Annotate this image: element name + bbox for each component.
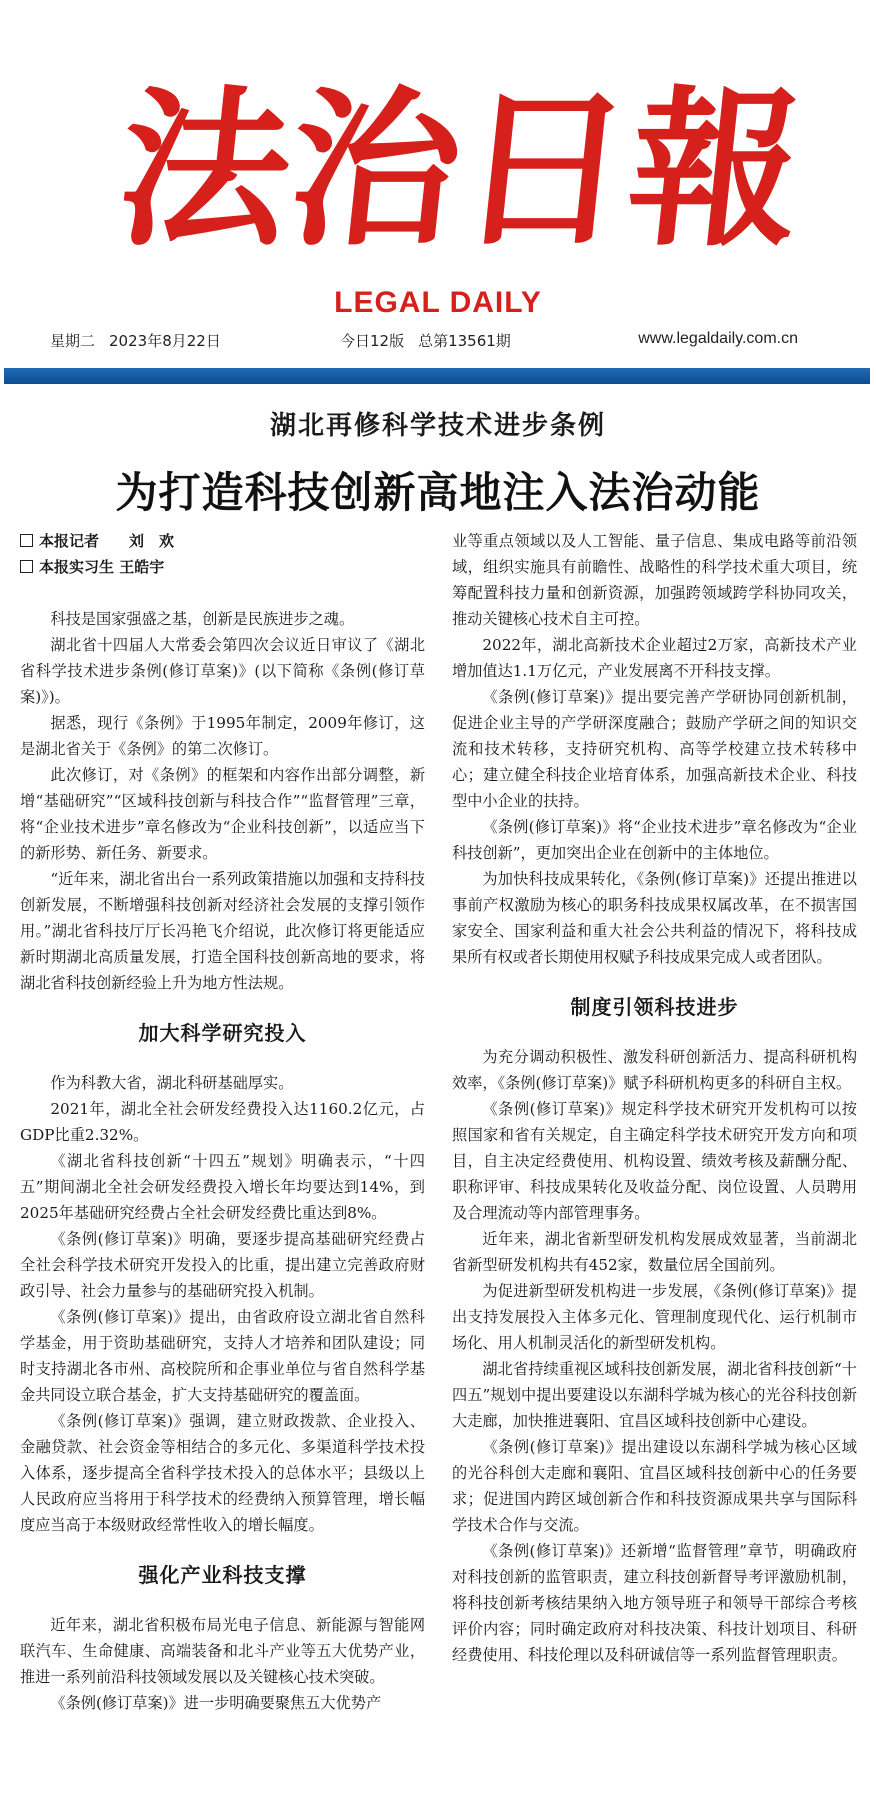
paragraph: 《条例(修订草案)》还新增“监督管理”章节，明确政府对科技创新的监管职责，建立科技创新督导考评激励机制，将科技创新考核结果纳入地方领导班子和领导干部综合考核评价内容；同时确定政府对科技决策、科技计划项目、科研经费使用、科技伦理以及科研诚信等一系列监督管理职责。 [452,1542,857,1664]
logo-english: LEGAL DAILY [334,286,542,319]
paragraph: 据悉，现行《条例》于1995年制定，2009年修订，这是湖北省关于《条例》的第二次修订。 [20,714,425,758]
paragraph: 为加快科技成果转化，《条例(修订草案)》还提出推进以事前产权激励为核心的职务科技成果权属改革，在不损害国家安全、国家利益和重大社会公共利益的情况下，将科技成果所有权或者长期使用权赋予科技成果完成人或者团队。 [452,870,857,966]
weekday: 星期二 [50,332,96,350]
square-bullet-icon [20,560,33,573]
paragraph: 2022年，湖北高新技术企业超过2万家，高新技术产业增加值达1.1万亿元，产业发展离不开科技支撑。 [452,636,857,680]
article-subtitle: 湖北再修科学技术进步条例 [269,411,606,441]
dateline [0,330,876,354]
left-column [20,528,425,1716]
logo-char-4: 報 [619,70,811,270]
right-column [452,528,857,1668]
section-title-industry: 强化产业科技支撑 [138,1563,307,1587]
logo-char-1: 法 [109,70,301,270]
paragraph: 为促进新型研发机构进一步发展，《条例(修订草案)》提出支持发展投入主体多元化、管理制度现代化、运行机制市场化、用人机制灵活化的新型研发机构。 [452,1282,857,1352]
website-url: www.legaldaily.com.cn [638,330,798,347]
paragraph: 《湖北省科技创新“十四五”规划》明确表示，“十四五”期间湖北全社会研发经费投入增长年均要达到14%，到2025年基础研究经费占全社会研发经费比重达到8%。 [20,1152,425,1222]
paragraph: 此次修订，对《条例》的框架和内容作出部分调整，新增“基础研究”“区域科技创新与科技合作”“监督管理”三章，将“企业技术进步”章名修改为“企业科技创新”，以适应当下的新形势、新任务、新要求。 [20,766,425,862]
paragraph: 《条例(修订草案)》提出要完善产学研协同创新机制，促进企业主导的产学研深度融合；鼓励产学研之间的知识交流和技术转移，支持研究机构、高等学校建立技术转移中心；建立健全科技企业培育体系，加强高新技术企业、科技型中小企业的扶持。 [452,688,857,810]
paragraph: 《条例(修订草案)》提出，由省政府设立湖北省自然科学基金，用于资助基础研究，支持人才培养和团队建设；同时支持湖北各市州、高校院所和企事业单位与省自然科学基金共同设立联合基金，扩大支持基础研究的覆盖面。 [20,1308,425,1404]
masthead [0,0,876,370]
paragraph: 湖北省十四届人大常委会第四次会议近日审议了《湖北省科学技术进步条例(修订草案)》(以下简称《条例(修订草案)》)。 [20,636,425,706]
paragraph: 作为科教大省，湖北科研基础厚实。 [50,1074,294,1092]
article-headline [0,395,876,520]
section-title-system: 制度引领科技进步 [570,995,739,1019]
byline-intern: 本报实习生 王皓宇 [20,554,425,580]
paragraph: 《条例(修订草案)》强调，建立财政拨款、企业投入、金融贷款、社会资金等相结合的多元化、多渠道科学技术投入体系，逐步提高全省科学技术投入的总体水平；县级以上人民政府应当将用于科学技术的经费纳入预算管理，增长幅度应当高于本级财政经常性收入的增长幅度。 [20,1412,425,1534]
edition-block [340,330,511,351]
date-block [50,330,221,351]
paragraph-continuation: 业等重点领域以及人工智能、量子信息、集成电路等前沿领域，组织实施具有前瞻性、战略性的科学技术重大项目，统筹配置科技力量和创新资源，加强跨领域跨学科协同攻关，推动关键核心技术自主可控。 [452,532,857,628]
issue-date: 2023年8月22日 [109,332,221,350]
article-title: 为打造科技创新高地注入法治动能 [115,468,761,517]
paragraph: 湖北省持续重视区域科技创新发展，湖北省科技创新“十四五”规划中提出要建设以东湖科学城为核心的光谷科技创新大走廊，加快推进襄阳、宜昌区域科技创新中心建设。 [452,1360,857,1430]
edition-count: 今日12版 [340,332,405,350]
section-title-research: 加大科学研究投入 [138,1021,307,1045]
paragraph: 2021年，湖北全社会研发经费投入达1160.2亿元，占GDP比重2.32%。 [20,1100,425,1144]
logo-char-2: 治 [279,70,471,270]
paragraph: 《条例(修订草案)》提出建设以东湖科学城为核心区域的光谷科创大走廊和襄阳、宜昌区域科技创新中心的任务要求；促进国内跨区域创新合作和科技资源成果共享与国际科学技术合作与交流。 [452,1438,857,1534]
paragraph: “近年来，湖北省出台一系列政策措施以加强和支持科技创新发展，不断增强科技创新对经济社会发展的支撑引领作用。”湖北省科技厅厅长冯艳飞介绍说，此次修订将更能适应新时期湖北高质量发展，打造全国科技创新高地的要求，将湖北省科技创新经验上升为地方性法规。 [20,870,425,992]
paragraph: 《条例(修订草案)》明确，要逐步提高基础研究经费占全社会科学技术研究开发投入的比重，提出建立完善政府财政引导、社会力量参与的基础研究投入机制。 [20,1230,425,1300]
paragraph: 《条例(修订草案)》将“企业技术进步”章名修改为“企业科技创新”，更加突出企业在创新中的主体地位。 [452,818,857,862]
masthead-divider [4,368,870,384]
paragraph: 近年来，湖北省新型研发机构发展成效显著，当前湖北省新型研发机构共有452家，数量位居全国前列。 [452,1230,857,1274]
paragraph: 科技是国家强盛之基，创新是民族进步之魂。 [50,610,355,628]
paragraph: 近年来，湖北省积极布局光电子信息、新能源与智能网联汽车、生命健康、高端装备和北斗产业等五大优势产业，推进一系列前沿科技领域发展以及关键核心技术突破。 [20,1616,425,1686]
paragraph: 《条例(修订草案)》规定科学技术研究开发机构可以按照国家和省有关规定，自主确定科学技术研究开发方向和项目，自主决定经费使用、机构设置、绩效考核及薪酬分配、职称评审、科技成果转化及收益分配、岗位设置、人员聘用及合理流动等内部管理事务。 [452,1100,857,1222]
paragraph: 为充分调动积极性、激发科研创新活力、提高科研机构效率，《条例(修订草案)》赋予科研机构更多的科研自主权。 [452,1048,857,1092]
issue-number: 总第13561期 [418,332,511,350]
byline-reporter: 本报记者 刘 欢 [20,528,425,554]
paragraph: 《条例(修订草案)》进一步明确要聚焦五大优势产 [50,1694,382,1712]
square-bullet-icon [20,534,33,547]
logo-char-3: 日 [449,70,641,270]
newspaper-logo [109,55,811,285]
